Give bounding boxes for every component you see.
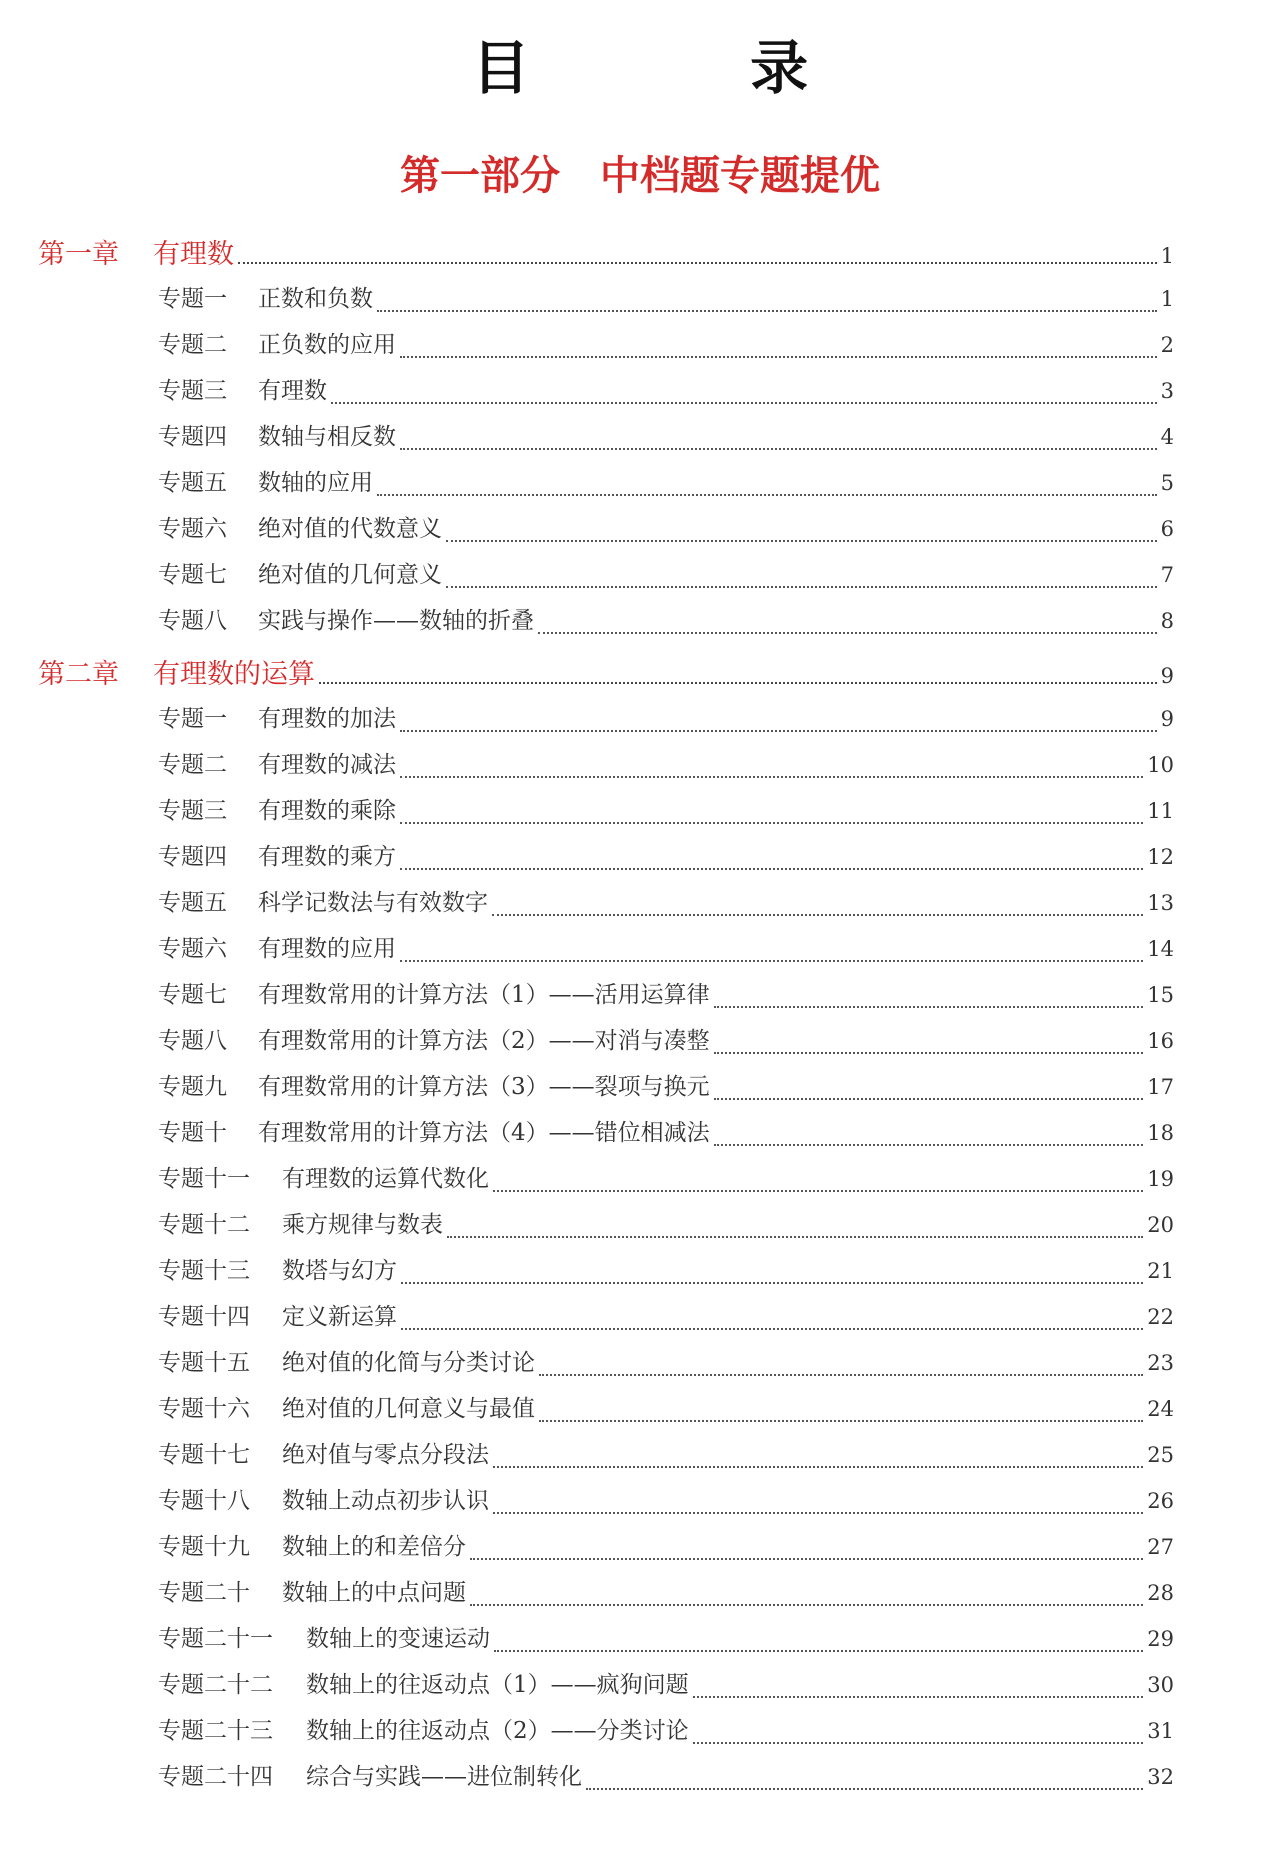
toc-topic-entry[interactable] [38, 602, 1174, 648]
topic-title: 有理数的加法 [258, 706, 396, 732]
topic-title: 数轴的应用 [258, 470, 373, 496]
topic-title: 数轴上的中点问题 [282, 1580, 466, 1606]
page-number: 18 [1147, 1121, 1174, 1145]
toc-topic-entry[interactable] [38, 1114, 1174, 1160]
toc-topic-entry[interactable] [38, 464, 1174, 510]
toc-topic-entry[interactable] [38, 884, 1174, 930]
dot-leader [238, 262, 1157, 264]
toc-topic-entry[interactable] [38, 1666, 1174, 1712]
toc-topic-entry[interactable] [38, 838, 1174, 884]
page-number: 5 [1160, 471, 1174, 495]
page-number: 11 [1147, 799, 1174, 823]
dot-leader [319, 682, 1157, 684]
page-number: 7 [1160, 563, 1174, 587]
topic-title: 正负数的应用 [258, 332, 396, 358]
dot-leader [714, 1098, 1144, 1100]
page-number: 27 [1147, 1535, 1174, 1559]
topic-number: 专题十八 [158, 1488, 250, 1514]
dot-leader [714, 1006, 1144, 1008]
topic-number: 专题十三 [158, 1258, 250, 1284]
toc-topic-entry[interactable] [38, 1022, 1174, 1068]
toc-chapter-entry[interactable] [38, 232, 1174, 280]
page-number: 25 [1147, 1443, 1174, 1467]
topic-number: 专题四 [158, 844, 227, 870]
topic-title: 数轴上的往返动点（2）——分类讨论 [306, 1718, 689, 1744]
page-number: 24 [1147, 1397, 1174, 1421]
toc-topic-entry[interactable] [38, 418, 1174, 464]
page-number: 3 [1160, 379, 1174, 403]
toc-topic-entry[interactable] [38, 1436, 1174, 1482]
topic-number: 专题二十三 [158, 1718, 273, 1744]
toc-topic-entry[interactable] [38, 510, 1174, 556]
page-number: 31 [1147, 1719, 1174, 1743]
page-number: 10 [1147, 753, 1174, 777]
page-number: 8 [1160, 609, 1174, 633]
topic-title: 绝对值的几何意义与最值 [282, 1396, 535, 1422]
topic-number: 专题二 [158, 332, 227, 358]
page-title: 目 录 [471, 34, 909, 102]
page-number: 16 [1147, 1029, 1174, 1053]
topic-title: 有理数常用的计算方法（3）——裂项与换元 [258, 1074, 710, 1100]
topic-title: 数轴上动点初步认识 [282, 1488, 489, 1514]
page-number: 30 [1147, 1673, 1174, 1697]
topic-title: 数轴上的往返动点（1）——疯狗问题 [306, 1672, 689, 1698]
dot-leader [331, 402, 1157, 404]
toc-topic-entry[interactable] [38, 746, 1174, 792]
chapter-title: 有理数 [153, 239, 234, 270]
topic-title: 有理数常用的计算方法（1）——活用运算律 [258, 982, 710, 1008]
dot-leader [539, 1420, 1143, 1422]
topic-title: 有理数 [258, 378, 327, 404]
page-number: 23 [1147, 1351, 1174, 1375]
dot-leader [446, 540, 1157, 542]
chapter-number: 第一章 [38, 239, 119, 270]
page-number: 22 [1147, 1305, 1174, 1329]
topic-number: 专题五 [158, 890, 227, 916]
part-heading: 第一部分 中档题专题提优 [400, 152, 880, 199]
topic-title: 数轴与相反数 [258, 424, 396, 450]
toc-topic-entry[interactable] [38, 372, 1174, 418]
topic-number: 专题十五 [158, 1350, 250, 1376]
page-number: 19 [1147, 1167, 1174, 1191]
dot-leader [714, 1052, 1144, 1054]
dot-leader [400, 356, 1157, 358]
dot-leader [401, 1282, 1143, 1284]
topic-number: 专题二十 [158, 1580, 250, 1606]
topic-title: 正数和负数 [258, 286, 373, 312]
page-number: 32 [1147, 1765, 1174, 1789]
topic-title: 综合与实践——进位制转化 [306, 1764, 582, 1790]
toc-topic-entry[interactable] [38, 280, 1174, 326]
dot-leader [446, 586, 1157, 588]
topic-number: 专题二十一 [158, 1626, 273, 1652]
page-number: 4 [1160, 425, 1174, 449]
topic-number: 专题十二 [158, 1212, 250, 1238]
topic-number: 专题二十二 [158, 1672, 273, 1698]
topic-title: 绝对值与零点分段法 [282, 1442, 489, 1468]
dot-leader [400, 730, 1157, 732]
topic-title: 绝对值的代数意义 [258, 516, 442, 542]
toc-topic-entry[interactable] [38, 1390, 1174, 1436]
topic-number: 专题十 [158, 1120, 227, 1146]
page-number: 14 [1147, 937, 1174, 961]
page-number: 15 [1147, 983, 1174, 1007]
topic-title: 实践与操作——数轴的折叠 [258, 608, 534, 634]
toc-topic-entry[interactable] [38, 1528, 1174, 1574]
dot-leader [400, 960, 1143, 962]
topic-number: 专题二十四 [158, 1764, 273, 1790]
page-number: 12 [1147, 845, 1174, 869]
dot-leader [447, 1236, 1143, 1238]
toc-topic-entry[interactable] [38, 1344, 1174, 1390]
dot-leader [400, 822, 1143, 824]
topic-number: 专题七 [158, 982, 227, 1008]
toc-topic-entry[interactable] [38, 326, 1174, 372]
page-number: 9 [1160, 664, 1174, 688]
dot-leader [538, 632, 1157, 634]
topic-title: 绝对值的化简与分类讨论 [282, 1350, 535, 1376]
page-number: 28 [1147, 1581, 1174, 1605]
dot-leader [400, 776, 1143, 778]
dot-leader [400, 868, 1143, 870]
dot-leader [492, 914, 1143, 916]
toc-topic-entry[interactable] [38, 1712, 1174, 1758]
topic-number: 专题三 [158, 378, 227, 404]
toc-topic-entry[interactable] [38, 1206, 1174, 1252]
topic-number: 专题四 [158, 424, 227, 450]
page-number: 1 [1160, 287, 1174, 311]
toc-topic-entry[interactable] [38, 700, 1174, 746]
topic-title: 绝对值的几何意义 [258, 562, 442, 588]
dot-leader [714, 1144, 1144, 1146]
dot-leader [493, 1512, 1143, 1514]
topic-title: 数轴上的变速运动 [306, 1626, 490, 1652]
topic-number: 专题八 [158, 608, 227, 634]
dot-leader [493, 1466, 1143, 1468]
topic-title: 有理数的运算代数化 [282, 1166, 489, 1192]
toc-chapter-entry[interactable] [38, 652, 1174, 700]
toc-topic-entry[interactable] [38, 1482, 1174, 1528]
topic-title: 定义新运算 [282, 1304, 397, 1330]
topic-number: 专题十一 [158, 1166, 250, 1192]
toc-topic-entry[interactable] [38, 1160, 1174, 1206]
dot-leader [493, 1190, 1143, 1192]
topic-title: 数轴上的和差倍分 [282, 1534, 466, 1560]
dot-leader [586, 1788, 1143, 1790]
page-number: 9 [1160, 707, 1174, 731]
topic-number: 专题十九 [158, 1534, 250, 1560]
topic-number: 专题五 [158, 470, 227, 496]
dot-leader [539, 1374, 1143, 1376]
topic-title: 有理数的应用 [258, 936, 396, 962]
page-number: 26 [1147, 1489, 1174, 1513]
topic-number: 专题十六 [158, 1396, 250, 1422]
page-number: 20 [1147, 1213, 1174, 1237]
page-number: 17 [1147, 1075, 1174, 1099]
topic-number: 专题二 [158, 752, 227, 778]
dot-leader [693, 1696, 1144, 1698]
dot-leader [377, 494, 1157, 496]
topic-title: 数塔与幻方 [282, 1258, 397, 1284]
toc-topic-entry[interactable] [38, 1574, 1174, 1620]
topic-title: 乘方规律与数表 [282, 1212, 443, 1238]
page-number: 2 [1160, 333, 1174, 357]
chapter-title: 有理数的运算 [153, 659, 315, 690]
topic-number: 专题三 [158, 798, 227, 824]
topic-title: 有理数常用的计算方法（2）——对消与凑整 [258, 1028, 710, 1054]
toc-topic-entry[interactable] [38, 1298, 1174, 1344]
topic-title: 有理数的减法 [258, 752, 396, 778]
dot-leader [693, 1742, 1144, 1744]
topic-title: 有理数的乘方 [258, 844, 396, 870]
topic-number: 专题一 [158, 286, 227, 312]
toc-topic-entry[interactable] [38, 930, 1174, 976]
topic-number: 专题六 [158, 516, 227, 542]
topic-title: 有理数常用的计算方法（4）——错位相减法 [258, 1120, 710, 1146]
dot-leader [470, 1604, 1143, 1606]
dot-leader [400, 448, 1157, 450]
toc-topic-entry[interactable] [38, 1068, 1174, 1114]
dot-leader [470, 1558, 1143, 1560]
toc-topic-entry[interactable] [38, 556, 1174, 602]
dot-leader [494, 1650, 1143, 1652]
topic-title: 科学记数法与有效数字 [258, 890, 488, 916]
page-number: 21 [1147, 1259, 1174, 1283]
topic-number: 专题八 [158, 1028, 227, 1054]
page-number: 29 [1147, 1627, 1174, 1651]
page-number: 13 [1147, 891, 1174, 915]
toc-topic-entry[interactable] [38, 976, 1174, 1022]
toc-topic-entry[interactable] [38, 792, 1174, 838]
dot-leader [401, 1328, 1143, 1330]
page-number: 6 [1160, 517, 1174, 541]
chapter-number: 第二章 [38, 659, 119, 690]
topic-number: 专题七 [158, 562, 227, 588]
topic-number: 专题一 [158, 706, 227, 732]
page-number: 1 [1160, 244, 1174, 268]
dot-leader [377, 310, 1157, 312]
topic-number: 专题十七 [158, 1442, 250, 1468]
toc-topic-entry[interactable] [38, 1758, 1174, 1804]
topic-number: 专题六 [158, 936, 227, 962]
toc-topic-entry[interactable] [38, 1620, 1174, 1666]
topic-number: 专题十四 [158, 1304, 250, 1330]
table-of-contents [38, 228, 1174, 1804]
topic-title: 有理数的乘除 [258, 798, 396, 824]
toc-topic-entry[interactable] [38, 1252, 1174, 1298]
topic-number: 专题九 [158, 1074, 227, 1100]
